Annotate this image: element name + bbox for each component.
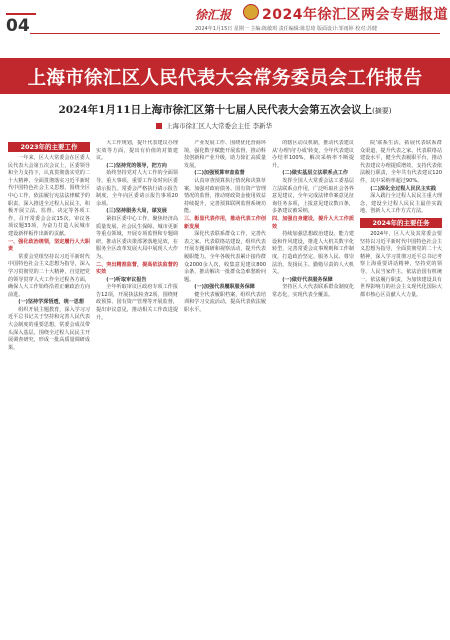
paragraph: 院'联系生活，拓展代表联系群众渠道，提升代表之家、代表联络站建设水平，健全代表履职平台，推动代表建议办理提质增效，支持代表依法履行职责，全年共有代表建议120件，其中采纳率超过90%。 [360, 140, 442, 184]
text-column [96, 140, 178, 636]
section-heading: 2023年的主要工作 [8, 142, 90, 152]
minor-heading: (二)坚持党的领导，把方向 [106, 162, 167, 169]
article-title: 上海市徐汇区人民代表大会常务委员会工作报告 [27, 68, 423, 89]
subtitle-text: 2024年1月11日上海市徐汇区第十七届人民代表大会第五次会议上 [58, 104, 373, 116]
emblem-icon [243, 4, 259, 20]
article-body [8, 140, 442, 636]
minor-heading: (一)坚持学深悟透，统一思想 [18, 299, 84, 306]
paragraph: 产业发展工作、围绕优化营商环境，强化数字赋能开展监督，推动科技创新和产业升级，助力徐汇高质量发展。 [184, 140, 266, 169]
page-header [0, 0, 450, 40]
paragraph: 紧扣区委中心工作，聚焦经济高质量发展、社会民生保障、城市更新等重点领域，开展专项监督和专题调研，推动区委决策部署落地见效，在服务全区改革发展大局中展现人大作为。 [96, 215, 178, 260]
paragraph: 坚持区人大代表联系群众制度化常态化，实现代表全覆盖。 [272, 284, 354, 298]
subsection-heading: 一、强化政治统领，坚定履行人大职责 [8, 238, 90, 253]
author-marker-icon [156, 123, 162, 129]
text-column [360, 140, 442, 636]
paragraph: 始终坚持党对人大工作的全面领导，重大事项、重要工作及时向区委请示报告。常委会严格执行请示报告制度，全年向区委请示报告事项20余项。 [96, 170, 178, 207]
topic-title: 2024年徐汇区两会专题报道 [262, 7, 448, 23]
paragraph: 一年来，区人大常委会在区委人民代表大会第五次会议上，区委领导和全力支持下，认真贯彻落实党的二十大精神，全面贯彻落实习近平新时代中国特色社会主义思想，围绕全区中心工作，依法履行宪法法律赋予的职责，深入推进全过程人民民主，积极开展立法、监督、决定等各项工作，召开常委会会议15次，审议各项议题33项，为奋力打造人民城市建设新样板作出新的贡献。 [8, 155, 90, 237]
author-text: 上海市徐汇区人大常委会主任 李新华 [166, 122, 273, 130]
subtitle-tag: (摘要) [372, 107, 392, 115]
paragraph: 持续加强思想政治建设、能力建设和作风建设，推进人大机关数字化转型，完善常委会议事规则和工作制度，打造政治坚定、服务人民、尊崇法治、发扬民主、勤勉尽责的人大机关。 [272, 231, 354, 276]
text-column [8, 140, 90, 636]
minor-heading: (一)听取审议报告 [106, 276, 147, 283]
header-meta: 2024年1月15日 星期一 主编:陈敏琪 责任编辑:陈思琦 版面设计:邹雨婷 校对:苏健 [195, 26, 377, 32]
header-rule [30, 33, 440, 34]
paragraph: 深入践行全过程人民民主重大理念，建设全过程人民民主最佳实践地，创新人大工作方式方法。 [360, 193, 442, 215]
paragraph: 组织开展主题教育，深入学习习近平总书记关于坚持和完善人民代表大会制度的重要思想，常委会成员带头深入基层，围绕全过程人民民主开展调查研究，形成一批高质量调研成果。 [8, 306, 90, 351]
paragraph: 发挥全国人大常委会法工委基层立法联系点作用，广泛听取社会各界意见建议，全年完成法律草案意见征询任务多项，上报意见建议数百条，多条建议被采纳。 [272, 177, 354, 215]
minor-heading: (一)做好代表服务保障 [282, 276, 333, 283]
author-line [156, 121, 272, 130]
paragraph: 2024年，区人大及其常委会要坚持以习近平新时代中国特色社会主义思想为指导，全面贯彻党的二十大精神，深入学习贯彻习近平总书记考察上海重要讲话精神，坚持党的领导、人民当家作主、依法治国有机统一，依法履行职责，为加快建设具有世界影响力的社会主义现代化国际大都市核心区贡献人大力量。 [360, 230, 442, 298]
minor-heading: (三)坚持服务大局，谋发展 [106, 208, 167, 215]
minor-heading: (二)深化全过程人民民主实践 [370, 185, 436, 192]
minor-heading: (二)加强预算审查监督 [194, 170, 245, 177]
paragraph: 大工作规划，提升代表建议办理实效等方面，提出有价值的对策建议。 [96, 140, 178, 162]
text-column [184, 140, 266, 636]
paper-name: 徐汇报 [195, 8, 232, 22]
paragraph: 的辖区动员机制，推动代表建议从'办理'向'办成'转变，全年代表建议办结率100%，解决采纳率不断提升。 [272, 140, 354, 169]
section-heading: 2024年的主要任务 [360, 218, 442, 228]
page-number: 04 [6, 16, 30, 36]
paragraph: 健全代表履职档案，组织代表培训和学习交流活动，提高代表依法履职水平。 [184, 291, 266, 314]
paragraph: 常委会党组坚持以习近平新时代中国特色社会主义思想为指导，深入学习贯彻党的二十大精神，自觉把党的领导贯穿人大工作全过程各方面，确保人大工作始终沿着正确政治方向前进。 [8, 253, 90, 298]
text-column [272, 140, 354, 636]
paragraph: 认真审查预算执行情况和决算草案，加强对政府债务、国有资产管理情况的监督，推动财政资金使用效益持续提升，完善预算联网监督系统功能。 [184, 177, 266, 215]
subsection-heading: 二、突出精准监督，提高依法监督的实效 [96, 261, 178, 276]
paragraph: 全年听取审议区政府专项工作报告12项，开展执法检查2项，围绕财政预算、国有资产管理等开展监督，提出审议意见，推动相关工作改进提升。 [96, 284, 178, 321]
minor-heading: (一)加强代表履职服务保障 [194, 284, 255, 291]
article-subtitle [0, 102, 450, 117]
minor-heading: (二)做实基层立法联系点工作 [282, 170, 348, 177]
paragraph: 深化代表联系群众工作，完善代表之家、代表联络站建设，组织代表开展专题调研和视察活动，提升代表履职能力。全年各级代表累计接待群众2000余人次，收集意见建议800余条，推动解决一批群众急难愁盼问题。 [184, 231, 266, 283]
subsection-heading: 三、彰显代表作用，推动代表工作创新发展 [184, 215, 266, 230]
subsection-heading: 四、加强自身建设，提升人大工作质效 [272, 215, 354, 230]
